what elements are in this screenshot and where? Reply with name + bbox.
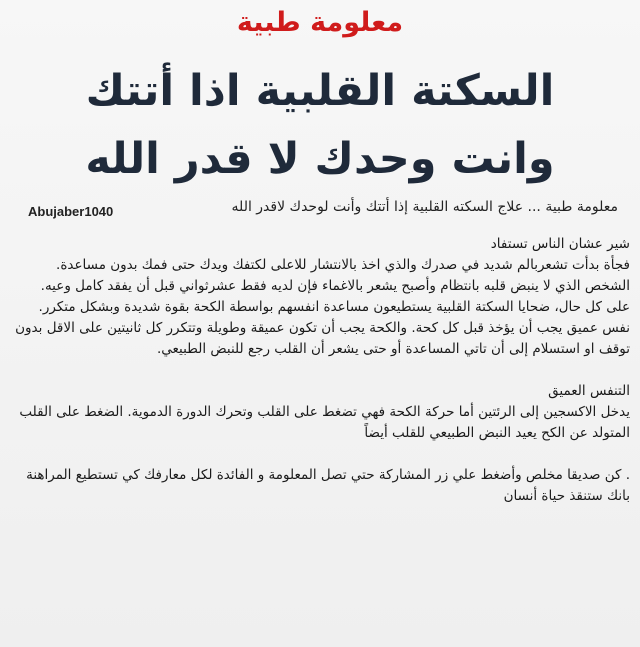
spacer [10, 444, 630, 465]
paragraph-coughing: على كل حال، ضحايا السكتة القلبية يستطيعون مساعدة انفسهم بواسطة الكحة بقوة شديدة وبشكل متكرر. نفس عميق يجب أن يؤخذ قبل كل كحة. والكحة يجب أن تكون عميقة وطويلة وتتكرر كل ثانيتين على الاقل بدون توقف او استسلام إلى أن تاتي المساعدة أو حتى يشعر أن القلب رجع للنبض الطبيعي. [15, 299, 630, 357]
article-body [10, 234, 630, 507]
headline-line-2: وانت وحدك لا قدر الله [85, 134, 555, 184]
paragraph-ten-seconds: الشخص الذي لا ينبض قلبه بانتظام وأصبح يشعر بالاغماء فإن لديه فقط عشرثواني قبل أن يفقد كامل وعيه. [40, 278, 630, 294]
paragraph-oxygen: يدخل الاكسجين إلى الرئتين أما حركة الكحة فهي تضغط على القلب وتحرك الدورة الدموية. الضغط على القلب المتولد عن الكح يعيد النبض الطبيعي للقلب أيضاً [19, 404, 630, 441]
caption-line: معلومة طبية ... علاج السكته القلبية إذا أتتك وأنت لوحدك لاقدر الله [231, 199, 618, 215]
paragraph-symptoms: فجأة بدأت تشعربالم شديد في صدرك والذي اخذ بالانتشار للاعلى لكتفك ويدك حتى فمك بدون مساعدة. [56, 257, 630, 273]
paragraph-share-note: شير عشان الناس تستفاد [490, 236, 630, 252]
paragraph-heading-deep-breathing: التنفس العميق [548, 383, 630, 399]
spacer [10, 360, 630, 381]
paragraph-share-call: . كن صديقا مخلص وأضغط علي زر المشاركة حتي تصل المعلومة و الفائدة لكل معارفك كي تستطيع المراهنة بانك ستنقذ حياة أنسان [26, 467, 630, 504]
kicker-title: معلومة طبية [236, 7, 404, 38]
watermark-username: Abujaber1040 [28, 204, 114, 219]
headline-line-1: السكتة القلبية اذا أتتك [85, 66, 555, 116]
